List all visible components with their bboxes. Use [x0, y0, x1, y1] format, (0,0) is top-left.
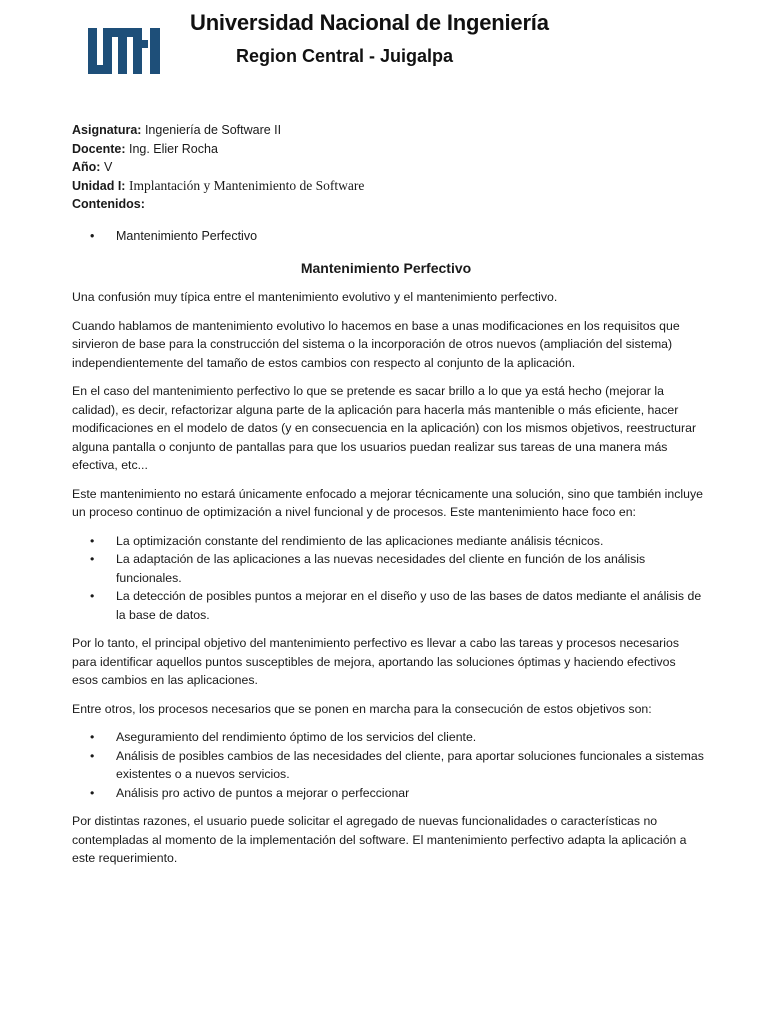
asignatura-label: Asignatura:	[72, 123, 142, 137]
paragraph: Este mantenimiento no estará únicamente enfocado a mejorar técnicamente una solución, sino que también incluye un proceso continuo de optimización a nivel funcional y de procesos. Este mantenimiento hace foco en:	[72, 486, 703, 519]
list-item: • Análisis de posibles cambios de las necesidades del cliente, para aportar soluciones funcionales a sistemas existentes o a nuevos servicios.	[72, 747, 704, 784]
document-body	[72, 288, 704, 878]
contenidos-row	[72, 195, 364, 214]
paragraph: Por distintas razones, el usuario puede solicitar el agregado de nuevas funcionalidades o características no contempladas al momento de la implementación del software. El mantenimiento perfectivo adapta la aplicación a este requerimiento.	[72, 814, 687, 865]
paragraph: Entre otros, los procesos necesarios que se ponen en marcha para la consecución de estos objetivos son:	[72, 701, 652, 716]
university-title: Universidad Nacional de Ingeniería	[190, 10, 549, 35]
list-item: • La adaptación de las aplicaciones a las nuevas necesidades del cliente en función de los análisis funcionales.	[72, 550, 704, 587]
asignatura-row	[72, 121, 364, 140]
contenidos-label: Contenidos:	[72, 197, 145, 212]
asignatura-value: Ingeniería de Software II	[144, 123, 282, 137]
contents-list	[72, 227, 257, 246]
region-subtitle: Region Central - Juigalpa	[236, 46, 454, 66]
list-item: • La detección de posibles puntos a mejorar en el diseño y uso de las bases de datos mediante el análisis de la base de datos.	[72, 587, 704, 624]
university-logo	[88, 28, 160, 74]
list-item: • Aseguramiento del rendimiento óptimo de los servicios del cliente.	[72, 728, 704, 747]
anio-value: V	[103, 160, 113, 175]
focus-list	[72, 532, 704, 625]
process-list	[72, 728, 704, 802]
anio-label: Año:	[72, 160, 101, 175]
section-title: Mantenimiento Perfectivo	[300, 260, 472, 276]
paragraph: Una confusión muy típica entre el mantenimiento evolutivo y el mantenimiento perfectivo.	[72, 290, 558, 304]
unidad-value: Implantación y Mantenimiento de Software	[128, 177, 365, 193]
docente-label: Docente:	[72, 141, 126, 156]
course-info	[72, 121, 364, 214]
unidad-label: Unidad I:	[72, 178, 126, 193]
anio-row	[72, 158, 364, 177]
list-item: • Análisis pro activo de puntos a mejorar o perfeccionar	[72, 784, 704, 803]
paragraph: Por lo tanto, el principal objetivo del mantenimiento perfectivo es llevar a cabo las tareas y procesos necesarios para identificar aquellos puntos susceptibles de mejora, aportando las soluciones óptimas y haciendo efectivos esos cambios en las aplicaciones.	[72, 636, 679, 687]
unidad-row	[72, 177, 364, 196]
docente-value: Ing. Elier Rocha	[128, 141, 218, 156]
contents-item: • Mantenimiento Perfectivo	[72, 227, 257, 246]
paragraph: Cuando hablamos de mantenimiento evolutivo lo hacemos en base a unas modificaciones en los requisitos que sirvieron de base para la construcción del sistema o la incorporación de otros nuevos (ampliación del sistema) independientemente del tamaño de estos cambios con respecto al conjunto de la aplicación.	[72, 318, 680, 370]
list-item: • La optimización constante del rendimiento de las aplicaciones mediante análisis técnicos.	[72, 532, 704, 551]
paragraph: En el caso del mantenimiento perfectivo lo que se pretende es sacar brillo a lo que ya está hecho (mejorar la calidad), es decir, refactorizar alguna parte de la aplicación para hacerla más mantenible o más eficiente, hacer modificaciones en el modelo de datos (y en consecuencia en la aplicación) con los mismos objetivos, reestructurar alguna pantalla o conjunto de pantallas para que los usuarios puedan realizar sus tareas de una manera más efectiva, etc...	[72, 384, 697, 472]
docente-row	[72, 140, 364, 159]
